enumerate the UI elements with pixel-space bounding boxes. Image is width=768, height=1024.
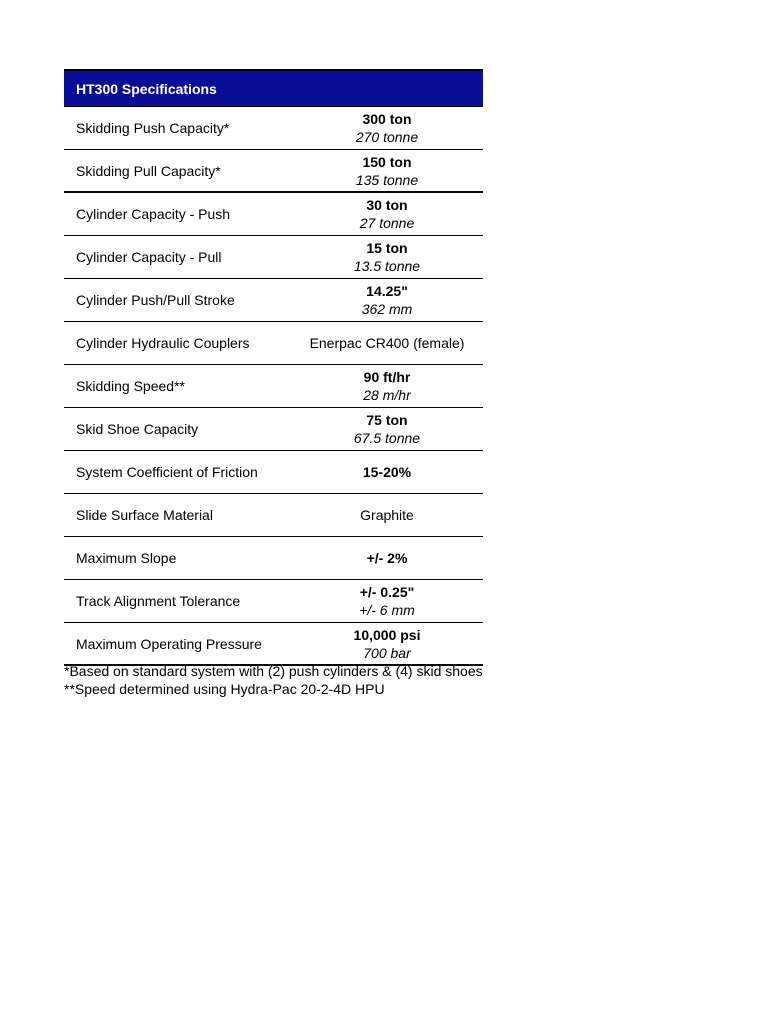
table-row <box>64 451 483 494</box>
value-primary: 15 ton <box>366 240 408 256</box>
row-value <box>291 583 483 619</box>
value-primary: 14.25" <box>366 283 408 299</box>
value-secondary: 67.5 tonne <box>353 430 421 446</box>
row-value <box>291 282 483 318</box>
row-value <box>291 463 483 481</box>
row-value <box>291 239 483 275</box>
row-label: Cylinder Capacity - Push <box>76 206 231 222</box>
table-row <box>64 623 483 666</box>
row-value <box>291 411 483 447</box>
value-primary: Graphite <box>360 507 414 523</box>
footnote-2: **Speed determined using Hydra-Pac 20-2-4D HPU <box>64 681 385 697</box>
row-value <box>291 368 483 404</box>
table-row <box>64 107 483 150</box>
row-label: Maximum Operating Pressure <box>76 635 262 652</box>
spec-table <box>64 69 483 666</box>
table-title: HT300 Specifications <box>64 71 483 107</box>
row-value <box>291 196 483 232</box>
value-primary: Enerpac CR400 (female) <box>309 335 465 351</box>
value-secondary: 28 m/hr <box>363 387 411 403</box>
table-row <box>64 494 483 537</box>
value-secondary: 27 tonne <box>359 215 415 231</box>
footnote-1: *Based on standard system with (2) push cylinders & (4) skid shoes <box>64 663 483 679</box>
row-label: Maximum Slope <box>76 550 177 566</box>
row-value <box>291 549 483 567</box>
value-secondary: 13.5 tonne <box>353 258 421 274</box>
table-row <box>64 322 483 365</box>
value-secondary: 270 tonne <box>355 129 419 145</box>
footnotes <box>64 662 504 698</box>
table-row <box>64 537 483 580</box>
row-value <box>291 110 483 146</box>
row-label: Cylinder Capacity - Pull <box>76 249 222 265</box>
value-secondary: 135 tonne <box>355 171 419 188</box>
row-label: Skidding Speed** <box>76 378 185 394</box>
value-primary: 15-20% <box>362 464 412 480</box>
row-label: Skid Shoe Capacity <box>76 421 199 437</box>
row-label: Slide Surface Material <box>76 507 213 523</box>
table-row <box>64 365 483 408</box>
value-primary: 300 ton <box>362 111 412 127</box>
row-value <box>291 153 483 189</box>
table-row <box>64 279 483 322</box>
table-row <box>64 236 483 279</box>
row-label: System Coefficient of Friction <box>76 464 258 480</box>
table-row <box>64 408 483 451</box>
table-row <box>64 580 483 623</box>
row-label: Skidding Pull Capacity* <box>76 162 221 179</box>
value-primary: 90 ft/hr <box>363 369 411 385</box>
value-primary: +/- 0.25" <box>359 584 415 600</box>
value-primary: 150 ton <box>362 153 412 170</box>
row-value <box>291 334 483 352</box>
row-value <box>291 626 483 662</box>
row-label: Skidding Push Capacity* <box>76 120 230 136</box>
table-row <box>64 150 483 193</box>
value-secondary: 362 mm <box>361 301 413 317</box>
value-primary: +/- 2% <box>366 550 408 566</box>
value-primary: 75 ton <box>366 412 408 428</box>
row-label: Track Alignment Tolerance <box>76 593 241 609</box>
value-primary: 10,000 psi <box>353 626 421 643</box>
table-row <box>64 193 483 236</box>
row-value <box>291 506 483 524</box>
value-primary: 30 ton <box>366 197 408 213</box>
row-label: Cylinder Push/Pull Stroke <box>76 292 235 308</box>
value-secondary: +/- 6 mm <box>359 602 415 618</box>
row-label: Cylinder Hydraulic Couplers <box>76 335 250 351</box>
value-secondary: 700 bar <box>363 644 411 661</box>
